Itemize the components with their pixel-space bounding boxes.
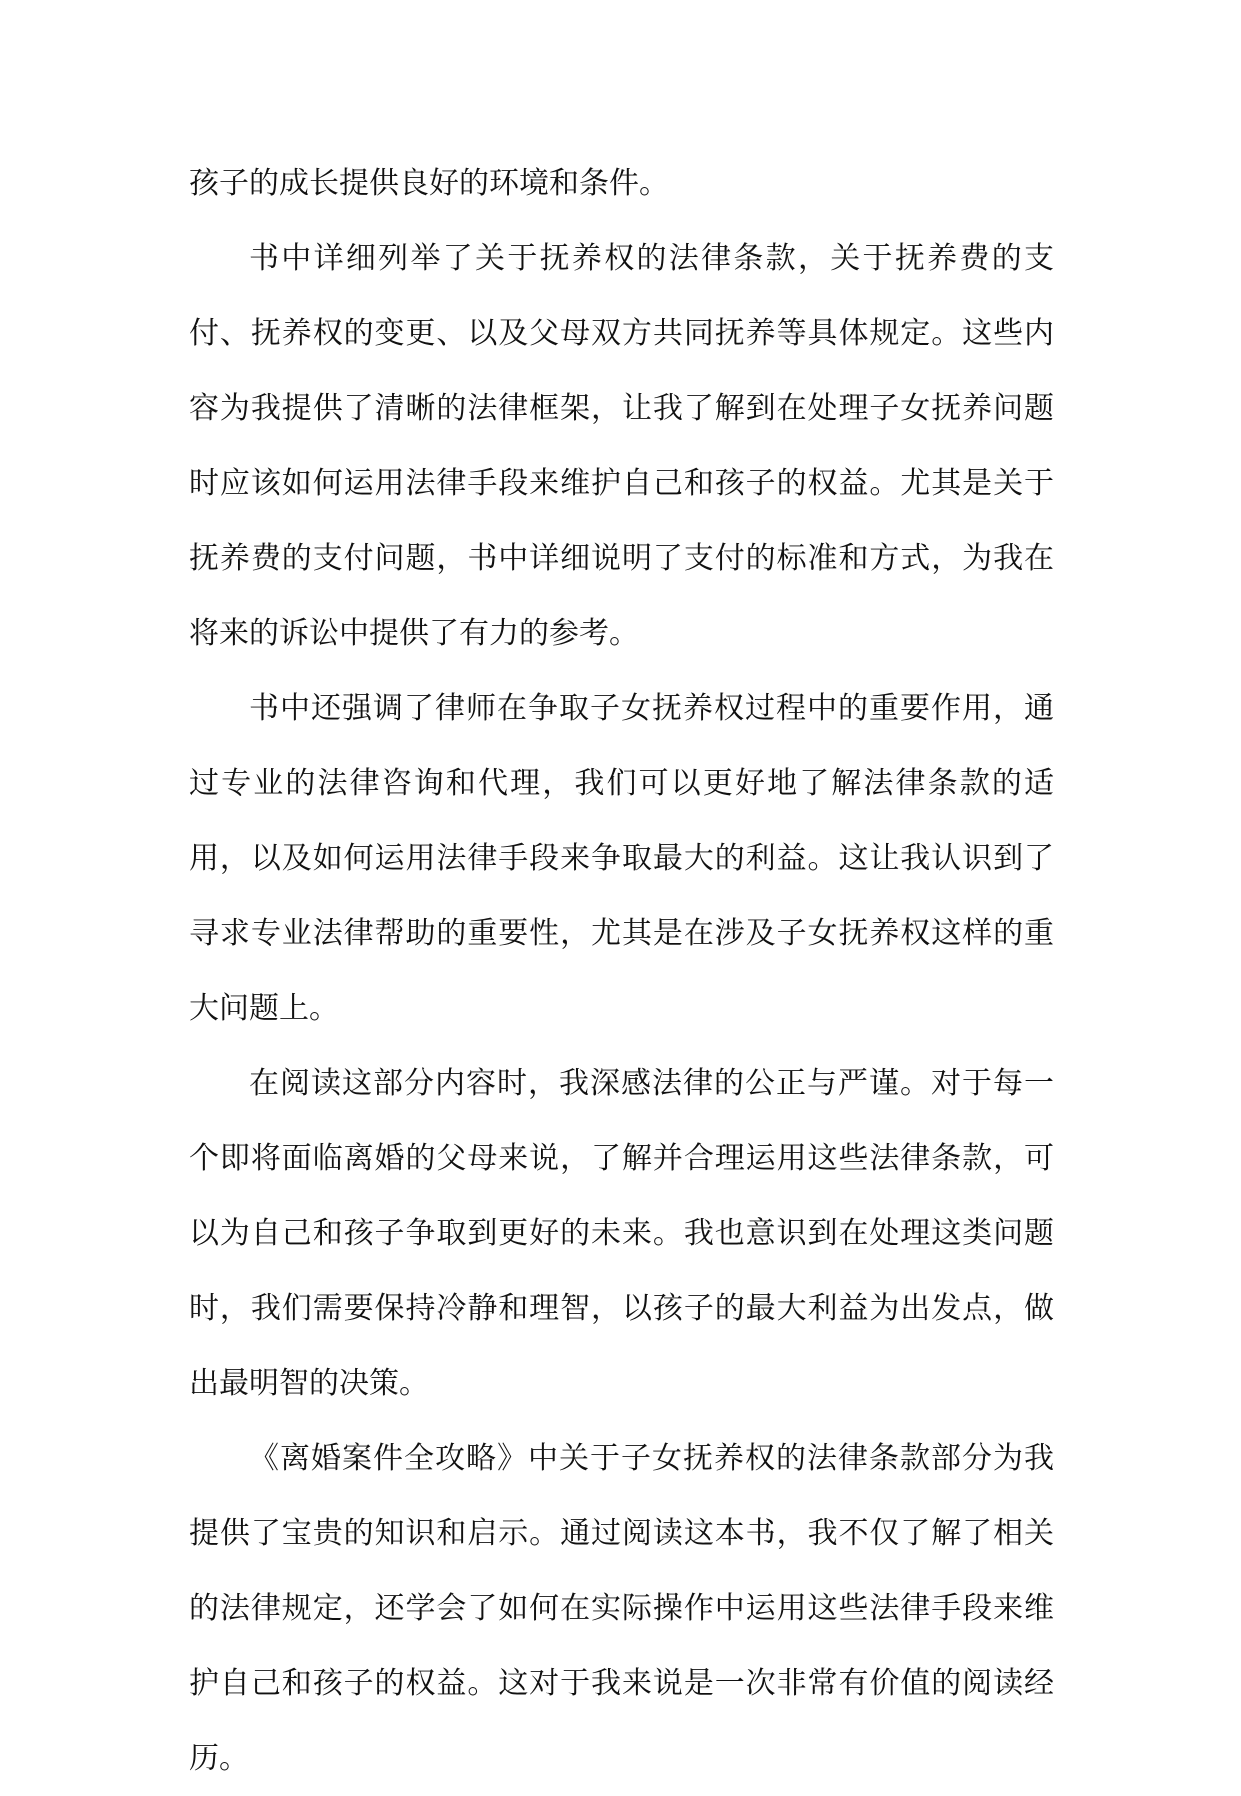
document-body bbox=[189, 146, 1054, 1796]
paragraph-continuation: 孩子的成长提供良好的环境和条件。 bbox=[189, 166, 669, 201]
paragraph-reflection: 在阅读这部分内容时，我深感法律的公正与严谨。对于每一个即将面临离婚的父母来说，了解并合理运用这些法律条款，可以为自己和孩子争取到更好的未来。我也意识到在处理这类问题时，我们需要保持冷静和理智，以孩子的最大利益为出发点，做出最明智的决策。 bbox=[189, 1066, 1054, 1401]
paragraph-lawyer-role: 书中还强调了律师在争取子女抚养权过程中的重要作用，通过专业的法律咨询和代理，我们可以更好地了解法律条款的适用，以及如何运用法律手段来争取最大的利益。这让我认识到了寻求专业法律帮助的重要性，尤其是在涉及子女抚养权这样的重大问题上。 bbox=[189, 691, 1054, 1026]
paragraph-custody-provisions: 书中详细列举了关于抚养权的法律条款，关于抚养费的支付、抚养权的变更、以及父母双方共同抚养等具体规定。这些内容为我提供了清晰的法律框架，让我了解到在处理子女抚养问题时应该如何运用法律手段来维护自己和孩子的权益。尤其是关于抚养费的支付问题，书中详细说明了支付的标准和方式，为我在将来的诉讼中提供了有力的参考。 bbox=[189, 241, 1054, 651]
paragraph-conclusion: 《离婚案件全攻略》中关于子女抚养权的法律条款部分为我提供了宝贵的知识和启示。通过阅读这本书，我不仅了解了相关的法律规定，还学会了如何在实际操作中运用这些法律手段来维护自己和孩子的权益。这对于我来说是一次非常有价值的阅读经历。 bbox=[189, 1441, 1054, 1776]
